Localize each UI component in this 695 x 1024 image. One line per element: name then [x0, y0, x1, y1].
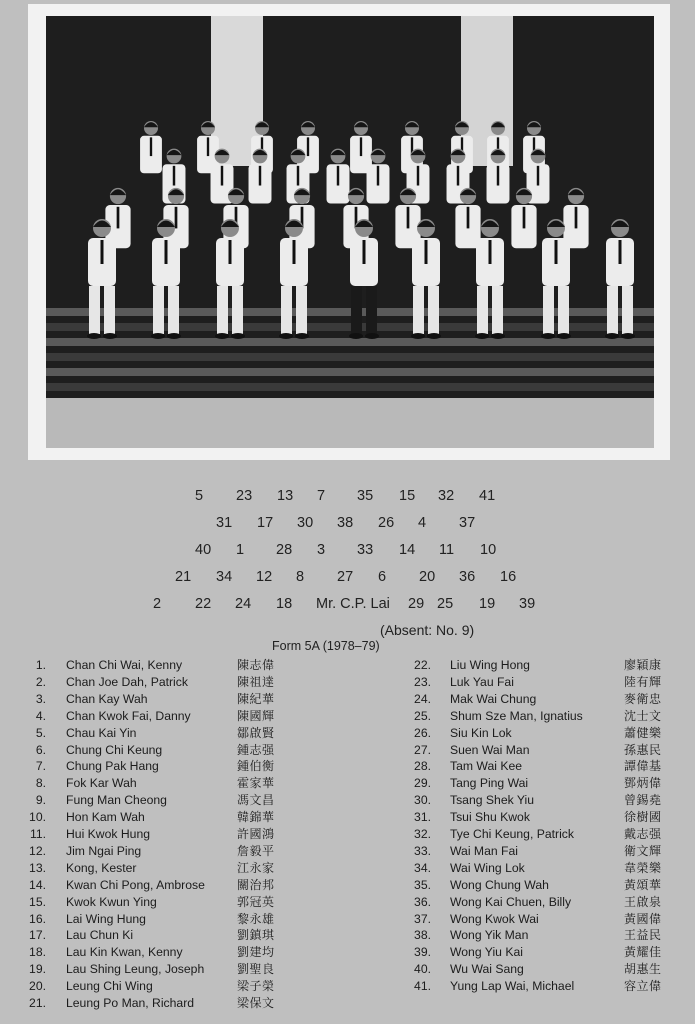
position-label: 1 [236, 542, 245, 558]
student-chinese-name: 霍家華 [237, 776, 275, 791]
student-chinese-name: 王益民 [624, 928, 662, 943]
shoe [557, 333, 571, 339]
student-number: 29. [414, 776, 431, 791]
student-english-name: Lau Chun Ki [66, 928, 134, 943]
student-number: 18. [29, 945, 46, 960]
tie [175, 207, 178, 229]
student-entry [0, 961, 695, 978]
student-chinese-name: 黎永雄 [237, 911, 275, 926]
tie [619, 240, 622, 264]
tie [117, 207, 120, 229]
student-chinese-name: 劉鎮琪 [237, 928, 275, 943]
tie [165, 240, 168, 264]
tie [425, 240, 428, 264]
position-row [0, 542, 695, 562]
trouser [543, 286, 554, 334]
student-number: 27. [414, 742, 431, 757]
student-english-name: Lai Wing Hung [66, 911, 146, 926]
student-english-name: Tam Wai Kee [450, 759, 523, 774]
student-number: 3. [35, 691, 46, 706]
student-number: 40. [414, 962, 431, 977]
position-label: 7 [317, 488, 326, 504]
student-number: 39. [414, 945, 431, 960]
position-row [0, 515, 695, 535]
student-english-name: Hui Kwok Hung [66, 827, 150, 841]
student-english-name: Chan Joe Dah, Patrick [66, 674, 188, 689]
student-english-name: Wong Chung Wah [450, 877, 549, 892]
step [46, 368, 654, 376]
position-label: 32 [438, 488, 455, 504]
trouser [104, 286, 115, 334]
trouser [413, 286, 424, 334]
position-label: 3 [317, 542, 326, 558]
position-label: 40 [195, 542, 212, 558]
student-english-name: Luk Yau Fai [450, 674, 514, 689]
student-chinese-name: 黃耀佳 [624, 945, 662, 960]
student-number: 26. [414, 725, 431, 740]
position-label: 4 [418, 515, 427, 531]
student-entry [0, 674, 695, 691]
tie [293, 240, 296, 264]
student-english-name: Liu Wing Hong [450, 658, 530, 672]
student-chinese-name: 王啟泉 [624, 894, 662, 909]
position-row [0, 596, 695, 616]
student-english-name: Jim Ngai Ping [66, 843, 142, 858]
trouser [281, 286, 292, 334]
position-label: 11 [439, 542, 455, 558]
tie [150, 137, 152, 156]
position-label: 22 [195, 596, 212, 612]
tie [360, 137, 362, 156]
shoe [427, 333, 441, 339]
student-entry [0, 978, 695, 995]
tie [221, 166, 223, 186]
student-chinese-name: 鄧炳偉 [624, 776, 662, 791]
tie [523, 207, 526, 229]
tie [363, 240, 366, 264]
position-label: 34 [216, 569, 233, 585]
absent-note: (Absent: No. 9) [380, 622, 475, 638]
position-label: 24 [235, 596, 252, 612]
position-label: 36 [459, 569, 476, 585]
student-number: 9. [35, 793, 46, 808]
student-chinese-name: 沈士文 [624, 708, 662, 723]
student-english-name: Tye Chi Keung, Patrick [450, 827, 574, 841]
shoe [605, 333, 619, 339]
student-english-name: Wong Yiu Kai [450, 945, 523, 960]
student-chinese-name: 黃頌華 [624, 877, 662, 892]
trouser [558, 286, 569, 334]
student-chinese-name: 韓錦華 [237, 810, 275, 825]
trouser [366, 286, 377, 334]
tie [337, 166, 339, 186]
student-entry [0, 826, 695, 843]
position-label: 12 [256, 569, 273, 585]
student-number: 34. [414, 860, 431, 875]
student-number: 32. [414, 827, 431, 841]
tie [101, 240, 104, 264]
student-entry [0, 758, 695, 775]
student-chinese-name: 馮文昌 [237, 793, 275, 808]
student-chinese-name: 陳祖達 [237, 674, 275, 689]
student-chinese-name: 許國鴻 [237, 827, 275, 841]
student-chinese-name: 鍾志强 [237, 742, 275, 757]
position-label: 10 [480, 542, 497, 558]
position-label: 21 [175, 569, 192, 585]
student-entry [0, 809, 695, 826]
student-chinese-name: 梁保文 [237, 996, 275, 1010]
tie [489, 240, 492, 264]
student-number: 41. [414, 979, 431, 994]
student-english-name: Lau Shing Leung, Joseph [66, 962, 205, 977]
student-english-name: Chau Kai Yin [66, 725, 137, 740]
student-english-name: Leung Po Man, Richard [66, 996, 195, 1010]
student-english-name: Chan Kay Wah [66, 691, 148, 706]
student-english-name: Kong, Kester [66, 860, 137, 875]
student-entry [0, 877, 695, 894]
shoe [167, 333, 181, 339]
student-number: 13. [29, 860, 46, 875]
student-number: 21. [29, 996, 46, 1010]
student-chinese-name: 江永家 [237, 860, 275, 875]
tie [555, 240, 558, 264]
shoe [87, 333, 101, 339]
trouser [622, 286, 633, 334]
student-english-name: Fok Kar Wah [66, 776, 137, 791]
shoe [621, 333, 635, 339]
tie [307, 137, 309, 156]
position-label: 20 [419, 569, 436, 585]
student-entry [0, 860, 695, 877]
position-label: 33 [357, 542, 374, 558]
position-label: 18 [276, 596, 293, 612]
student-number: 28. [414, 759, 431, 774]
student-number: 30. [414, 793, 431, 808]
position-label: 15 [399, 488, 416, 504]
position-label: 38 [337, 515, 354, 531]
student-entry [0, 742, 695, 759]
step [46, 338, 654, 346]
shoe [295, 333, 309, 339]
student-number: 8. [35, 776, 46, 791]
position-label: 19 [479, 596, 496, 612]
shoe [411, 333, 425, 339]
student-chinese-name: 戴志强 [624, 827, 662, 841]
student-number: 20. [29, 979, 46, 994]
position-label: 31 [216, 515, 233, 531]
student-chinese-name: 郭冠英 [237, 894, 275, 909]
position-row [0, 488, 695, 508]
position-label: 29 [408, 596, 425, 612]
student-number: 4. [35, 708, 46, 723]
position-label: 5 [195, 488, 204, 504]
tie [417, 166, 419, 186]
position-label: 2 [153, 596, 162, 612]
trouser [351, 286, 362, 334]
trouser [153, 286, 164, 334]
position-label: 23 [236, 488, 253, 504]
shoe [103, 333, 117, 339]
trouser [89, 286, 100, 334]
tie [497, 166, 499, 186]
class-photo-drawing [46, 16, 654, 448]
shoe [365, 333, 379, 339]
student-english-name: Wai Man Fai [450, 843, 518, 858]
position-label: 14 [399, 542, 416, 558]
student-english-name: Hon Kam Wah [66, 810, 145, 825]
student-entry [0, 995, 695, 1012]
shoe [541, 333, 555, 339]
student-number: 17. [29, 928, 46, 943]
student-number: 15. [29, 894, 46, 909]
student-english-name: Wai Wing Lok [450, 860, 525, 875]
student-entry [0, 944, 695, 961]
student-chinese-name: 徐樹國 [624, 810, 662, 825]
student-number: 25. [414, 708, 431, 723]
student-chinese-name: 陳國輝 [237, 708, 275, 723]
tie [297, 166, 299, 186]
shoe [475, 333, 489, 339]
student-number: 2. [35, 674, 46, 689]
step [46, 353, 654, 361]
student-chinese-name: 關治邦 [237, 877, 275, 892]
student-entry [0, 708, 695, 725]
class-title: Form 5A (1978–79) [272, 639, 380, 653]
student-chinese-name: 黃國偉 [624, 911, 662, 926]
shoe [279, 333, 293, 339]
tie [467, 207, 470, 229]
student-english-name: Tang Ping Wai [450, 776, 529, 791]
position-label: 13 [277, 488, 294, 504]
student-english-name: Fung Man Cheong [66, 793, 167, 808]
student-number: 33. [414, 843, 431, 858]
student-english-name: Wong Kai Chuen, Billy [450, 894, 572, 909]
student-english-name: Yung Lap Wai, Michael [450, 979, 575, 994]
shoe [231, 333, 245, 339]
student-chinese-name: 劉建均 [237, 945, 275, 960]
position-row [0, 569, 695, 589]
student-entry [0, 657, 695, 674]
student-number: 31. [414, 810, 431, 825]
step [46, 383, 654, 391]
student-chinese-name: 詹毅平 [237, 843, 275, 858]
student-number: 24. [414, 691, 431, 706]
student-entry [0, 725, 695, 742]
tie [229, 240, 232, 264]
student-english-name: Suen Wai Man [450, 742, 530, 757]
student-english-name: Wong Yik Man [450, 928, 529, 943]
student-entry [0, 843, 695, 860]
position-label: 41 [479, 488, 496, 504]
photo-frame [28, 4, 670, 460]
student-number: 35. [414, 877, 431, 892]
student-chinese-name: 蕭健樂 [624, 725, 662, 740]
student-entry [0, 775, 695, 792]
position-label: 35 [357, 488, 374, 504]
student-english-name: Chung Chi Keung [66, 742, 163, 757]
student-english-name: Lau Kin Kwan, Kenny [66, 945, 183, 960]
tie [407, 207, 410, 229]
student-number: 36. [414, 894, 431, 909]
shoe [215, 333, 229, 339]
trouser [217, 286, 228, 334]
shoe [349, 333, 363, 339]
student-chinese-name: 衛文輝 [624, 843, 662, 858]
student-number: 7. [35, 759, 46, 774]
student-chinese-name: 梁子榮 [237, 979, 275, 994]
student-number: 22. [414, 658, 431, 672]
shoe [491, 333, 505, 339]
student-number: 6. [35, 742, 46, 757]
position-label: 27 [337, 569, 354, 585]
student-number: 16. [29, 911, 46, 926]
class-photo [46, 16, 654, 448]
student-english-name: Kwok Kwun Ying [66, 894, 157, 909]
pavement [46, 398, 654, 448]
position-label: 25 [437, 596, 454, 612]
student-english-name: Wu Wai Sang [450, 962, 524, 977]
trouser [232, 286, 243, 334]
student-english-name: Wong Kwok Wai [450, 911, 539, 926]
student-number: 19. [29, 962, 46, 977]
student-number: 38. [414, 928, 431, 943]
tie [377, 166, 379, 186]
position-label: 37 [459, 515, 476, 531]
trouser [168, 286, 179, 334]
student-english-name: Tsang Shek Yiu [450, 793, 535, 808]
student-chinese-name: 劉聖良 [237, 962, 275, 977]
student-chinese-name: 譚偉基 [624, 759, 662, 774]
student-english-name: Chung Pak Hang [66, 759, 159, 774]
student-english-name: Shum Sze Man, Ignatius [450, 708, 583, 723]
student-english-name: Chan Chi Wai, Kenny [66, 658, 183, 672]
student-chinese-name: 麥衛忠 [624, 691, 662, 706]
trouser [477, 286, 488, 334]
tie [575, 207, 578, 229]
student-number: 11. [29, 827, 46, 841]
tie [173, 166, 175, 186]
student-english-name: Mak Wai Chung [450, 691, 537, 706]
student-chinese-name: 孫惠民 [624, 742, 662, 757]
position-label: 6 [378, 569, 387, 585]
student-number: 5. [35, 725, 46, 740]
trouser [492, 286, 503, 334]
student-number: 1. [35, 658, 46, 672]
trouser [296, 286, 307, 334]
trouser [607, 286, 618, 334]
position-label: 8 [296, 569, 305, 585]
student-entry [0, 927, 695, 944]
student-number: 14. [29, 877, 46, 892]
student-entry [0, 691, 695, 708]
tie [537, 166, 539, 186]
position-label: 39 [519, 596, 536, 612]
student-english-name: Leung Chi Wing [66, 979, 153, 994]
student-chinese-name: 容立偉 [624, 979, 662, 994]
student-entry [0, 894, 695, 911]
student-entry [0, 792, 695, 809]
student-number: 12. [29, 843, 46, 858]
student-chinese-name: 胡惠生 [624, 962, 662, 977]
student-chinese-name: 鄒啟賢 [237, 725, 275, 740]
position-label: 30 [297, 515, 314, 531]
student-number: 23. [414, 674, 431, 689]
position-label: Mr. C.P. Lai [316, 596, 390, 612]
shoe [151, 333, 165, 339]
position-label: 26 [378, 515, 395, 531]
tie [207, 137, 209, 156]
student-chinese-name: 陳志偉 [237, 658, 275, 672]
student-chinese-name: 陳紀華 [237, 691, 275, 706]
student-english-name: Siu Kin Lok [450, 725, 512, 740]
student-chinese-name: 廖穎康 [624, 658, 662, 672]
student-chinese-name: 韋榮樂 [624, 860, 662, 875]
trouser [428, 286, 439, 334]
position-label: 16 [500, 569, 517, 585]
name-list [0, 657, 695, 1017]
tie [457, 166, 459, 186]
tie [259, 166, 261, 186]
position-label: 28 [276, 542, 293, 558]
student-number: 10. [29, 810, 46, 825]
student-english-name: Tsui Shu Kwok [450, 810, 530, 825]
student-chinese-name: 鍾伯衡 [237, 759, 275, 774]
student-english-name: Chan Kwok Fai, Danny [66, 708, 191, 723]
student-chinese-name: 曾錫堯 [624, 793, 662, 808]
position-label: 17 [257, 515, 274, 531]
student-number: 37. [414, 911, 431, 926]
student-chinese-name: 陸有輝 [624, 674, 662, 689]
student-entry [0, 911, 695, 928]
student-english-name: Kwan Chi Pong, Ambrose [66, 877, 205, 892]
